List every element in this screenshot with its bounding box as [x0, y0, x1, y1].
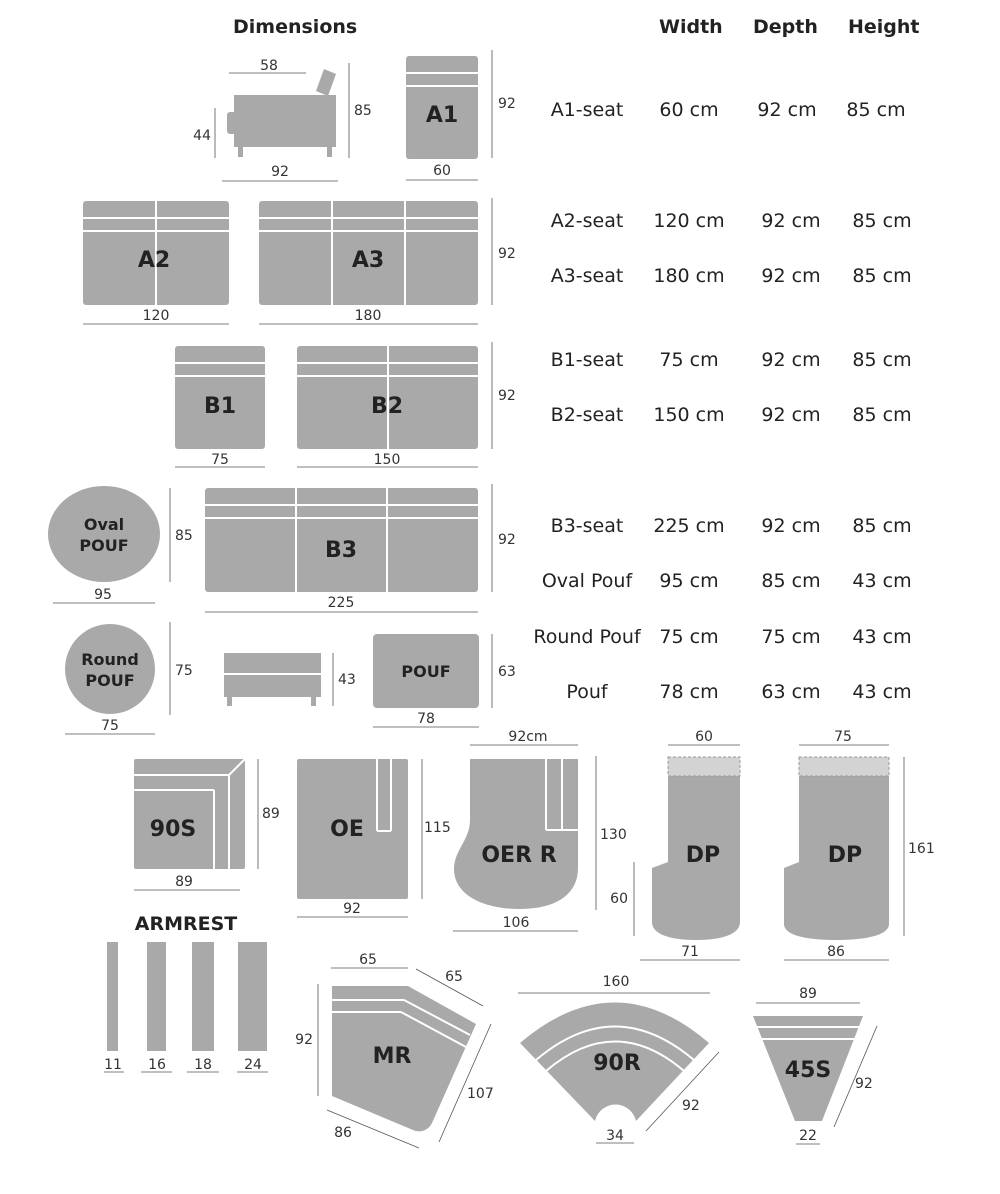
row-name: B2-seat: [550, 404, 624, 426]
row-width: 180 cm: [653, 265, 725, 287]
b1-width-dim: 75: [211, 452, 229, 468]
row-name: A2-seat: [550, 210, 624, 232]
a2-label: A2: [137, 248, 171, 273]
a1-width-dim: 60: [433, 163, 451, 179]
oval-label-line2: POUF: [79, 536, 129, 555]
oerr-label: OER R: [481, 843, 557, 868]
b1-label: B1: [203, 394, 237, 419]
round-depth-dim: 75: [175, 663, 193, 679]
mr-right-dim: 107: [467, 1086, 494, 1102]
pouf-width-dim: 78: [417, 711, 435, 727]
row-height: 85 cm: [852, 210, 912, 232]
armrest-11-dim: 11: [104, 1057, 122, 1073]
row-width: 60 cm: [659, 99, 719, 121]
dp2-depth-dim: 161: [908, 841, 935, 857]
a1-seat-drawing: [406, 50, 516, 180]
mr-left-dim: 92: [295, 1032, 313, 1048]
oerr-width-dim: 106: [502, 915, 530, 931]
dp1-label: DP: [685, 843, 721, 868]
a3-width-dim: 180: [354, 308, 382, 324]
row-name: Pouf: [566, 681, 608, 703]
b2-label: B2: [370, 394, 404, 419]
row-width: 75 cm: [659, 626, 719, 648]
oerr-top-dim: 92cm: [508, 729, 548, 745]
depth-column-header: Depth: [753, 16, 818, 38]
width-column-header: Width: [659, 16, 723, 38]
a2-width-dim: 120: [142, 308, 170, 324]
b3-label: B3: [324, 538, 358, 563]
side-bottom-dim: 92: [271, 164, 289, 180]
s45-top-dim: 89: [799, 986, 817, 1002]
row-width: 75 cm: [659, 349, 719, 371]
row-width: 150 cm: [653, 404, 725, 426]
side-right-dim: 85: [354, 103, 372, 119]
a1-label: A1: [425, 103, 459, 128]
mr-top-dim: 65: [359, 952, 377, 968]
row-width: 225 cm: [653, 515, 725, 537]
row-width: 95 cm: [659, 570, 719, 592]
oe-seat-drawing: [297, 759, 451, 917]
row-height: 85 cm: [852, 349, 912, 371]
pouf-height-dim: 43: [338, 672, 356, 688]
row-height: 85 cm: [852, 265, 912, 287]
b-depth-dim: 92: [498, 388, 516, 404]
a-depth-dim: 92: [498, 246, 516, 262]
s45-label: 45S: [784, 1058, 832, 1083]
pouf-depth-dim: 63: [498, 664, 516, 680]
a3-label: A3: [351, 248, 385, 273]
round-pouf-drawing: [65, 622, 193, 734]
dp2-top-dim: 75: [834, 729, 852, 745]
row-depth: 75 cm: [761, 626, 821, 648]
r90-bottom-dim: 34: [606, 1128, 624, 1144]
s90-depth-dim: 89: [262, 806, 280, 822]
row-depth: 92 cm: [761, 265, 821, 287]
mr-label: MR: [372, 1044, 412, 1069]
row-height: 85 cm: [852, 404, 912, 426]
a3-seat-drawing: [259, 198, 516, 324]
dp-left-dim: 60: [610, 891, 628, 907]
oe-depth-dim: 115: [424, 820, 451, 836]
row-height: 85 cm: [852, 515, 912, 537]
mr-bottom-dim: 86: [334, 1125, 352, 1141]
oval-depth-dim: 85: [175, 528, 193, 544]
row-height: 85 cm: [846, 99, 906, 121]
s90-corner-drawing: [134, 759, 280, 890]
dimensions-heading: Dimensions: [233, 16, 358, 38]
row-height: 43 cm: [852, 570, 912, 592]
height-column-header: Height: [848, 16, 920, 38]
row-name: Round Pouf: [533, 626, 641, 648]
s45-bottom-dim: 22: [799, 1128, 817, 1144]
row-depth: 92 cm: [761, 349, 821, 371]
mr-topright-dim: 65: [445, 969, 463, 985]
row-name: A3-seat: [550, 265, 624, 287]
armrest-18-dim: 18: [194, 1057, 212, 1073]
row-height: 43 cm: [852, 681, 912, 703]
row-name: A1-seat: [550, 99, 624, 121]
s45-seat-drawing: [753, 986, 877, 1144]
round-label-line2: POUF: [85, 671, 135, 690]
armrest-24-dim: 24: [244, 1057, 262, 1073]
dp2-width-dim: 86: [827, 944, 845, 960]
row-name: B3-seat: [550, 515, 624, 537]
r90-right-dim: 92: [682, 1098, 700, 1114]
b3-depth-dim: 92: [498, 532, 516, 548]
pouf-drawing: [373, 634, 516, 727]
armrest-heading: ARMREST: [134, 913, 238, 935]
pouf-label: POUF: [401, 662, 451, 681]
row-depth: 92 cm: [757, 99, 817, 121]
armrest-group: [104, 913, 268, 1073]
row-height: 43 cm: [852, 626, 912, 648]
row-depth: 85 cm: [761, 570, 821, 592]
row-width: 120 cm: [653, 210, 725, 232]
side-left-dim: 44: [193, 128, 211, 144]
row-depth: 63 cm: [761, 681, 821, 703]
r90-top-dim: 160: [602, 974, 630, 990]
side-view-drawing: [193, 58, 372, 181]
row-name: Oval Pouf: [541, 570, 633, 592]
a1-depth-dim: 92: [498, 96, 516, 112]
row-depth: 92 cm: [761, 515, 821, 537]
s90-width-dim: 89: [175, 874, 193, 890]
oe-width-dim: 92: [343, 901, 361, 917]
b2-width-dim: 150: [373, 452, 401, 468]
row-depth: 92 cm: [761, 210, 821, 232]
oval-label-line1: Oval: [83, 515, 125, 534]
round-label-line1: Round: [81, 650, 139, 669]
dp1-top-dim: 60: [695, 729, 713, 745]
a2-seat-drawing: [83, 201, 229, 324]
r90-seat-drawing: [518, 974, 719, 1144]
oe-label: OE: [330, 817, 364, 842]
dp-seat-75-drawing: [784, 729, 935, 960]
s90-label: 90S: [149, 817, 197, 842]
round-width-dim: 75: [101, 718, 119, 734]
oerr-depth-dim: 130: [600, 827, 627, 843]
dp-seat-60-drawing: [610, 729, 740, 960]
row-width: 78 cm: [659, 681, 719, 703]
oer-r-seat-drawing: [453, 729, 627, 931]
s45-right-dim: 92: [855, 1076, 873, 1092]
pouf-side-view-drawing: [224, 653, 356, 706]
row-name: B1-seat: [550, 349, 624, 371]
oval-width-dim: 95: [94, 587, 112, 603]
r90-label: 90R: [593, 1051, 641, 1076]
dp1-width-dim: 71: [681, 944, 699, 960]
b3-width-dim: 225: [327, 595, 355, 611]
armrest-16-dim: 16: [148, 1057, 166, 1073]
b1-seat-drawing: [175, 346, 265, 468]
row-depth: 92 cm: [761, 404, 821, 426]
mr-seat-drawing: [295, 952, 494, 1148]
dp2-label: DP: [827, 843, 863, 868]
side-top-dim: 58: [260, 58, 278, 74]
oval-pouf-drawing: [48, 486, 193, 603]
b2-seat-drawing: [297, 342, 516, 468]
b3-seat-drawing: [205, 484, 516, 612]
